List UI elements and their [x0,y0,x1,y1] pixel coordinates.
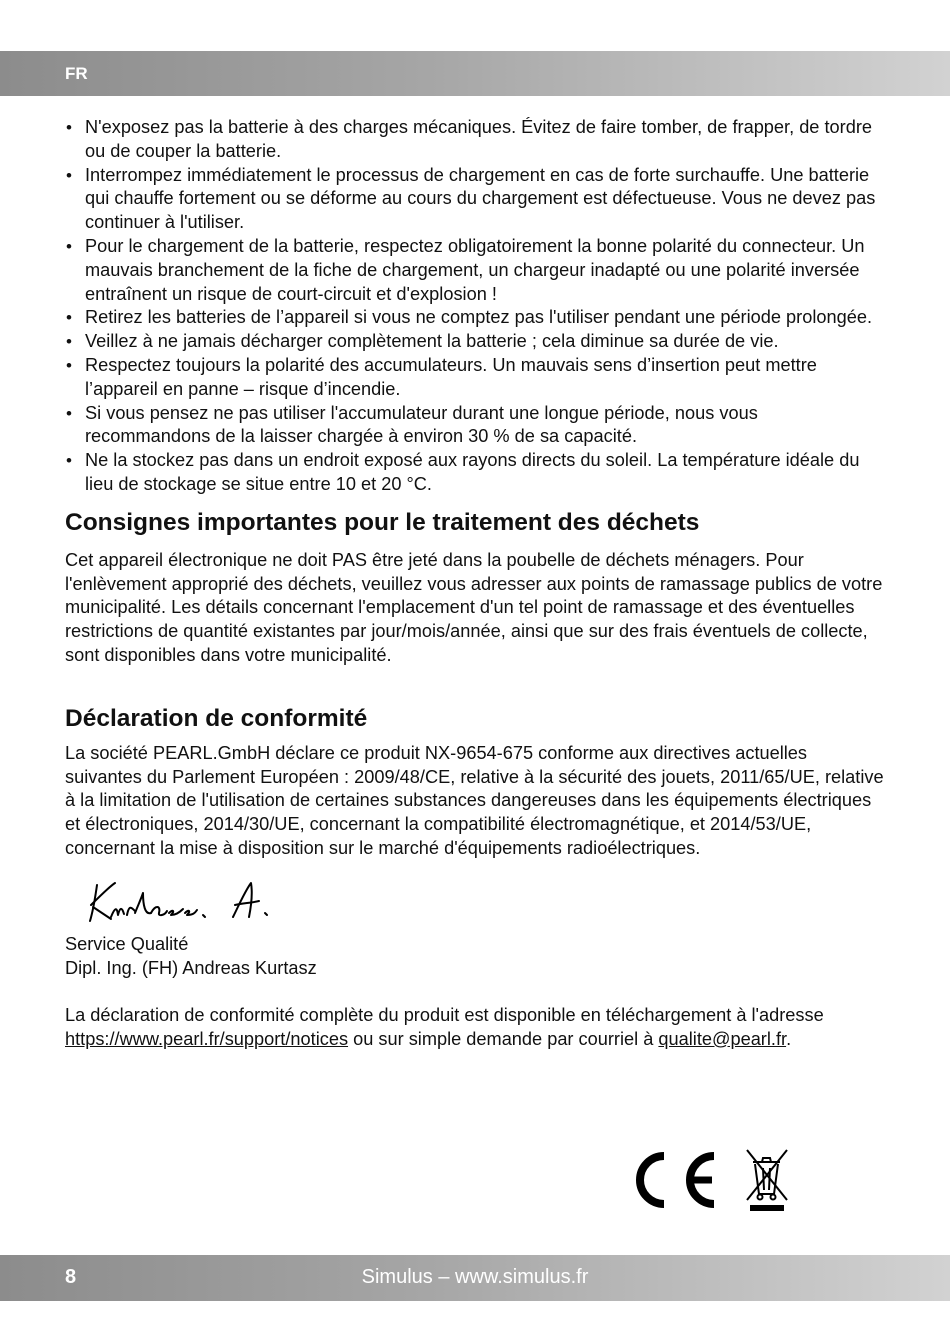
signer-role: Service Qualité [65,933,189,954]
list-item: • Veillez à ne jamais décharger complètement la batterie ; cela diminue sa durée de vie. [65,330,885,354]
list-item: • Respectez toujours la polarité des accumulateurs. Un mauvais sens d’insertion peut mettre l’appareil en panne – risque d’incendie. [65,354,885,402]
download-prefix: La déclaration de conformité complète du produit est disponible en téléchargement à l'adresse [65,1005,824,1026]
page-content [65,116,885,1052]
battery-safety-list [65,116,885,497]
page-number: 8 [65,1266,77,1288]
ce-mark-icon [640,1156,714,1204]
list-item: • N'exposez pas la batterie à des charges mécaniques. Évitez de faire tomber, de frapper, de tordre ou de couper la batterie. [65,116,885,164]
list-item: • Si vous pensez ne pas utiliser l'accumulateur durant une longue période, nous vous recommandons de la laisser chargée à environ 30 % de sa capacité. [65,402,885,450]
email-link[interactable]: qualite@pearl.fr [658,1028,787,1049]
conformity-paragraph: La société PEARL.GmbH déclare ce produit NX-9654-675 conforme aux directives actuelles suivantes du Parlement Européen : 2009/48/CE, relative à la sécurité des jouets, 2011/65/UE, relative à la limitation de l'utilisation de certaines substances dangereuses dans les équipements électriques et électroniques, 2014/30/UE, concernant la compatibilité électromagnétique, et 2014/53/UE, concernant la mise à disposition sur le marché d'équipements radioélectriques. [65,742,884,858]
notice-link[interactable]: https://www.pearl.fr/support/notices [65,1028,349,1049]
compliance-marks [632,1148,792,1218]
download-middle: ou sur simple demande par courriel à [348,1028,659,1049]
waste-paragraph: Cet appareil électronique ne doit PAS être jeté dans la poubelle de déchets ménagers. Pour l'enlèvement approprié des déchets, veuillez vous adresser aux points de ramassage publics de votre municipalité. Les détails concernant l'emplacement d'un tel point de ramassage et des éventuelles restrictions de quantité existantes par jour/mois/année, ainsi que sur des frais éventuels de collecte, sont disponibles dans votre municipalité. [65,549,883,665]
header-bar [0,51,950,96]
list-item: • Pour le chargement de la batterie, respectez obligatoirement la bonne polarité du connecteur. Un mauvais branchement de la fiche de chargement, un chargeur inadapté ou une polarité inversée entraînent un risque de court-circuit et d'explosion ! [65,235,885,306]
download-suffix: . [786,1028,792,1049]
list-item: • Ne la stockez pas dans un endroit exposé aux rayons directs du soleil. La température idéale du lieu de stockage se situe entre 10 et 20 °C. [65,449,885,497]
waste-heading: Consignes importantes pour le traitement des déchets [65,508,700,536]
signer-name: Dipl. Ing. (FH) Andreas Kurtasz [65,957,317,978]
list-item: • Retirez les batteries de l’appareil si vous ne comptez pas l'utiliser pendant une période prolongée. [65,306,885,330]
download-notice [65,1004,885,1052]
list-item: • Interrompez immédiatement le processus de chargement en cas de forte surchauffe. Une batterie qui chauffe fortement ou se déforme au cours du chargement est défectueuse. Vous ne devez pas continuer à l'utiliser. [65,164,885,235]
weee-crossed-bin-icon [747,1150,787,1211]
footer-site: Simulus – www.simulus.fr [361,1266,589,1288]
conformity-heading: Déclaration de conformité [65,704,368,732]
language-label: FR [65,64,88,83]
footer-bar [0,1255,950,1301]
signature-image [85,877,325,927]
